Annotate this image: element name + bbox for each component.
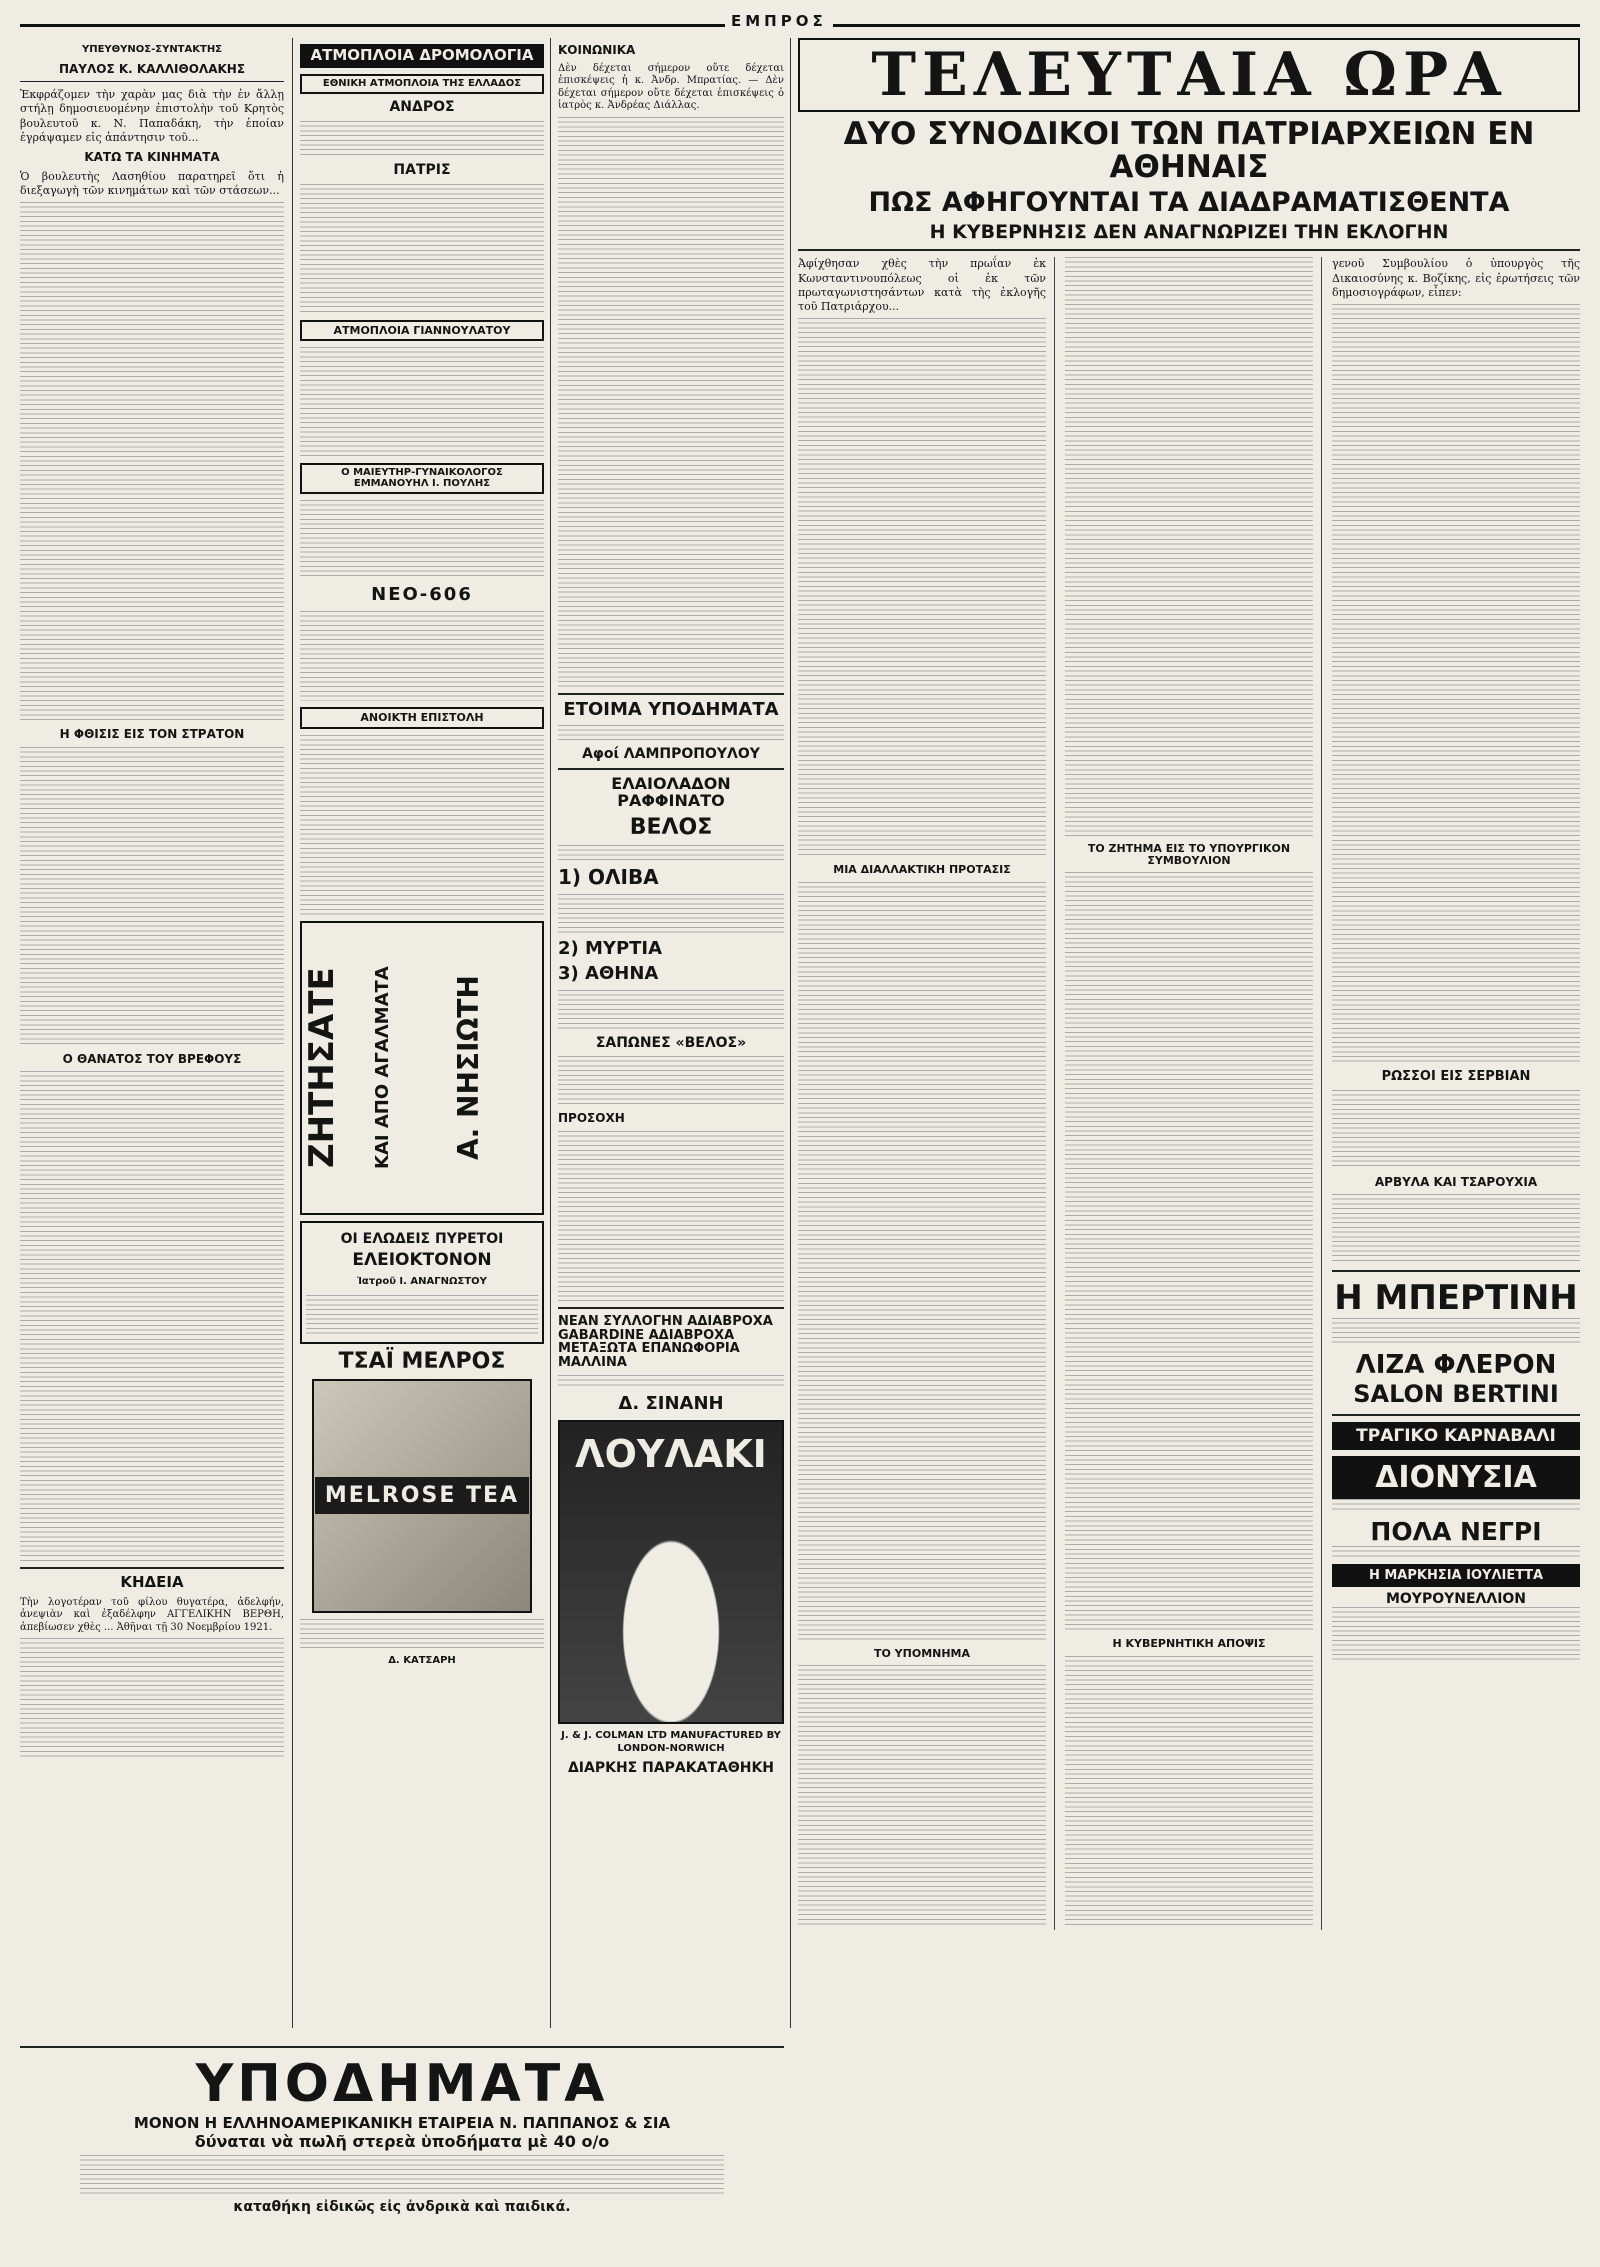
editor-label: ΥΠΕΥΘΥΝΟΣ-ΣΥΝΤΑΚΤΗΣ [81, 44, 223, 55]
main-text-column [1332, 257, 1580, 1930]
ship-name: ΠΑΤΡΙΣ [393, 161, 451, 178]
subheading: ΑΡΒΥΛΑ ΚΑΙ ΤΣΑΡΟΥΧΙΑ [1374, 1174, 1538, 1189]
subheading: ΡΩΣΣΟΙ ΕΙΣ ΣΕΡΒΙΑΝ [1381, 1068, 1531, 1084]
column-rule [790, 38, 791, 2028]
lead-text: Ἀφίχθησαν χθὲς τὴν πρωΐαν ἐκ Κωνσταντινουπόλεως οἱ ἐκ τῶν πρωταγωνιστησάντων κατὰ τὴς ἐκλογῆς τοῦ Πατριάρχου... [798, 257, 1046, 313]
fever-maker: Ἰατροῦ Ι. ΑΝΑΓΝΩΣΤΟΥ [357, 1276, 487, 1288]
shipping-heading: ΑΤΜΟΠΛΟΙΑ ΔΡΟΜΟΛΟΓΙΑ [300, 44, 544, 68]
footer-line: καταθήκη εἰδικῶς εἰς ἀνδρικὰ καὶ παιδικά. [233, 2199, 571, 2215]
subheading: ΜΙΑ ΔΙΑΛΛΑΚΤΙΚΗ ΠΡΟΤΑΣΙΣ [833, 863, 1011, 877]
footer-advert [20, 2040, 784, 2245]
neo606-heading: ΝΕΟ-606 [371, 584, 473, 606]
section-heading: ΚΑΤΩ ΤΑ ΚΙΝΗΜΑΤΑ [84, 149, 220, 164]
intro-text: Ἐκφράζομεν τὴν χαρὰν μας διὰ τὴν ἐν ἄλλῃ στήλῃ δημοσιευομένην ἐπιστολὴν τοῦ Κρητὸς βουλευτοῦ κ. Ν. Παπαδάκη, τὴν ἐποίαν ἐγράψαμεν εἰς ἀπάντησιν τοῦ... [20, 88, 284, 144]
marquise-line: Η ΜΑΡΚΗΣΙΑ ΙΟΥΛΙΕΤΤΑ [1332, 1564, 1580, 1587]
vertical-ad-text: Α. ΝΗΣΙΩΤΗ [452, 975, 485, 1161]
drama-heading: ΤΡΑΓΙΚΟ ΚΑΡΝΑΒΑΛΙ [1332, 1422, 1580, 1450]
oil-item: 1) ΟΛΙΒΑ [558, 864, 659, 889]
funeral-heading: ΚΗΔΕΙΑ [120, 1573, 184, 1592]
cinema-heading: Η ΜΠΕΡΤΙΝΗ [1334, 1278, 1578, 1319]
main-text-columns [798, 257, 1580, 1930]
doctor-heading: Ο ΜΑΙΕΥΤΗΡ-ΓΥΝΑΙΚΟΛΟΓΟΣ ΕΜΜΑΝΟΥΗΛ Ι. ΠΟΥΛΗΣ [300, 463, 544, 494]
column-rule [292, 38, 293, 2028]
oil-item: 2) ΜΥΡΤΙΑ [558, 937, 663, 959]
tea-label: MELROSE TEA [315, 1477, 529, 1514]
pola-line: ΠΟΛΑ ΝΕΓΡΙ [1370, 1517, 1542, 1547]
mustard-depot: ΔΙΑΡΚΗΣ ΠΑΡΑΚΑΤΑΘΗΚΗ [567, 1760, 775, 1777]
shoes-maker: Αφοί ΛΑΜΠΡΟΠΟΥΛΟΥ [582, 746, 760, 763]
main-subtitle: ΠΩΣ ΑΦΗΓΟΥΝΤΑΙ ΤΑ ΔΙΑΔΡΑΜΑΤΙΣΘΕΝΤΑ [868, 187, 1510, 219]
phthisis-heading: Η ΦΘΙΣΙΣ ΕΙΣ ΤΟΝ ΣΤΡΑΤΟΝ [59, 726, 245, 741]
vertical-ad-text: ΚΑΙ ΑΠΟ ΑΓΑΛΜΑΤΑ [372, 966, 393, 1169]
column-rule [550, 38, 551, 2028]
orchestra-line: ΜΟΥΡΟΥΝΕΛΛΙΟΝ [1385, 1591, 1527, 1608]
newspaper-page [20, 10, 1580, 2255]
column-2 [300, 38, 544, 2028]
shoes-heading: ΕΤΟΙΜΑ ΥΠΟΔΗΜΑΤΑ [563, 698, 779, 720]
subheading: ΤΟ ΥΠΟΜΝΗΜΑ [873, 1646, 971, 1660]
funeral-text: Τὴν λογοτέραν τοῦ φίλου θυγατέρα, ἀδελφήν, ἀνεψιὰν καὶ ἐξαδέλφην ΑΓΓΕΛΙΚΗΝ ΒΕΡΘΗ, ἀπεβίωσεν χθὲς ... Ἀθῆναι τῇ 30 Νοεμβρίου 1921. [20, 1596, 284, 1633]
main-text-column [798, 257, 1055, 1930]
tea-heading: ΤΣΑΪ ΜΕΛΡΟΣ [338, 1348, 506, 1374]
social-heading: ΚΟΙΝΩΝΙΚΑ [558, 43, 636, 57]
fever-product: ΕΛΕΙΟΚΤΟΝΟΝ [352, 1250, 492, 1271]
main-title: ΤΕΛΕΥΤΑΙΑ ΩΡΑ [798, 38, 1580, 112]
dionysia-heading: ΔΙΟΝΥΣΙΑ [1332, 1456, 1580, 1499]
cinema-salon: SALON BERTINI [1353, 1380, 1559, 1409]
column-1 [20, 38, 284, 2028]
main-text-column [1065, 257, 1322, 1930]
paper-name: ΕΜΠΡΟΣ [725, 12, 833, 30]
right-column-text: γενοῦ Συμβουλίου ὁ ὑπουργὸς τῆς Δικαιοσύνης κ. Βοζίκης, εἰς ἐρωτήσεις τῶν δημοσιογράφων, εἶπεν: [1332, 257, 1580, 299]
footer-heading: ΥΠΟΔΗΜΑΤΑ [195, 2054, 609, 2114]
footer-line: ΜΟΝΟΝ Η ΕΛΛΗΝΟΑΜΕΡΙΚΑΝΙΚΗ ΕΤΑΙΡΕΙΑ Ν. ΠΑΠΠΑΝΟΣ & ΣΙΑ [133, 2114, 671, 2132]
fever-advert [300, 1221, 544, 1344]
column-3 [558, 38, 784, 2028]
fever-heading: ΟΙ ΕΛΩΔΕΙΣ ΠΥΡΕΤΟΙ [340, 1230, 504, 1247]
tea-package-illustration [312, 1379, 532, 1613]
vertical-ad-text: ΖΗΤΗΣΑΤΕ [302, 967, 342, 1168]
ship-name: ΑΝΔΡΟΣ [389, 99, 455, 116]
shipping-company: ΕΘΝΙΚΗ ΑΤΜΟΠΛΟΙΑ ΤΗΣ ΕΛΛΑΔΟΣ [300, 74, 544, 95]
letter-heading: ΑΝΟΙΚΤΗ ΕΠΙΣΤΟΛΗ [300, 707, 544, 729]
subheading: ΤΟ ΖΗΤΗΜΑ ΕΙΣ ΤΟ ΥΠΟΥΡΓΙΚΟΝ ΣΥΜΒΟΥΛΙΟΝ [1087, 842, 1291, 867]
notice-heading: ΠΡΟΣΟΧΗ [558, 1111, 625, 1126]
soap-heading: ΣΑΠΩΝΕΣ «ΒΕΛΟΣ» [595, 1034, 747, 1051]
main-subtitle: Η ΚΥΒΕΡΝΗΣΙΣ ΔΕΝ ΑΝΑΓΝΩΡΙΖΕΙ ΤΗΝ ΕΚΛΟΓΗΝ [929, 221, 1449, 244]
editor-name: ΠΑΥΛΟΣ Κ. ΚΑΛΛΙΘΟΛΑΚΗΣ [58, 61, 246, 76]
vertical-advert [300, 921, 544, 1215]
main-story [798, 38, 1580, 2028]
main-subtitle: ΔΥΟ ΣΥΝΟΔΙΚΟΙ ΤΩΝ ΠΑΤΡΙΑΡΧΕΙΩΝ ΕΝ ΑΘΗΝΑΙΣ [843, 116, 1535, 185]
oil-brand: ΒΕΛΟΣ [629, 814, 713, 840]
mustard-heading: ΛΟΥΛΑΚΙ [575, 1432, 767, 1477]
social-text: Δὲν δέχεται σήμερον οὔτε δέχεται ἐπισκέψεις ἡ κ. Ἀνδρ. Μπρατίας. — Δὲν δέχεται σήμερον οὔτε δέχεται ἐπισκέψεις ὁ ἰατρὸς κ. Ἀνδρέας Διάλλας. [558, 62, 784, 112]
shipping-agent-heading: ΑΤΜΟΠΛΟΙΑ ΓΙΑΝΝΟΥΛΑΤΟΥ [300, 320, 544, 342]
section-text: Ὁ βουλευτὴς Λασηθίου παρατηρεῖ ὅτι ἡ διεξαγωγὴ τῶν κινημάτων καὶ τῶν στάσεων... [20, 169, 284, 197]
raincoat-heading: ΝΕΑΝ ΣΥΛΛΟΓΗΝ ΑΔΙΑΒΡΟΧΑ GABARDINE ΑΔΙΑΒΡΟΧΑ ΜΕΤΑΞΩΤΑ ΕΠΑΝΩΦΟΡΙΑ ΜΑΛΛΙΝΑ [558, 1313, 773, 1370]
footer-line: δύναται νὰ πωλῆ στερεὰ ὑποδήματα μὲ 40 ο/ο [194, 2132, 610, 2151]
mustard-advert-illustration [558, 1420, 784, 1724]
subheading: Η ΚΥΒΕΡΝΗΤΙΚΗ ΑΠΟΨΙΣ [1112, 1637, 1266, 1651]
oil-item: 3) ΑΘΗΝΑ [558, 962, 659, 984]
raincoat-shop: Δ. ΣΙΝΑΝΗ [618, 1393, 724, 1415]
mustard-maker: J. & J. COLMAN LTD MANUFACTURED BY LONDON-NORWICH [561, 1730, 781, 1754]
oil-heading: ΕΛΑΙΟΛΑΔΟΝ ΡΑΦΦΙΝΑΤΟ [611, 774, 731, 810]
tea-agent: Δ. ΚΑΤΣΑΡΗ [388, 1654, 456, 1666]
cinema-line: ΛΙΖΑ ΦΛΕΡΟΝ [1355, 1350, 1557, 1381]
infant-heading: Ο ΘΑΝΑΤΟΣ ΤΟΥ ΒΡΕΦΟΥΣ [62, 1051, 242, 1066]
